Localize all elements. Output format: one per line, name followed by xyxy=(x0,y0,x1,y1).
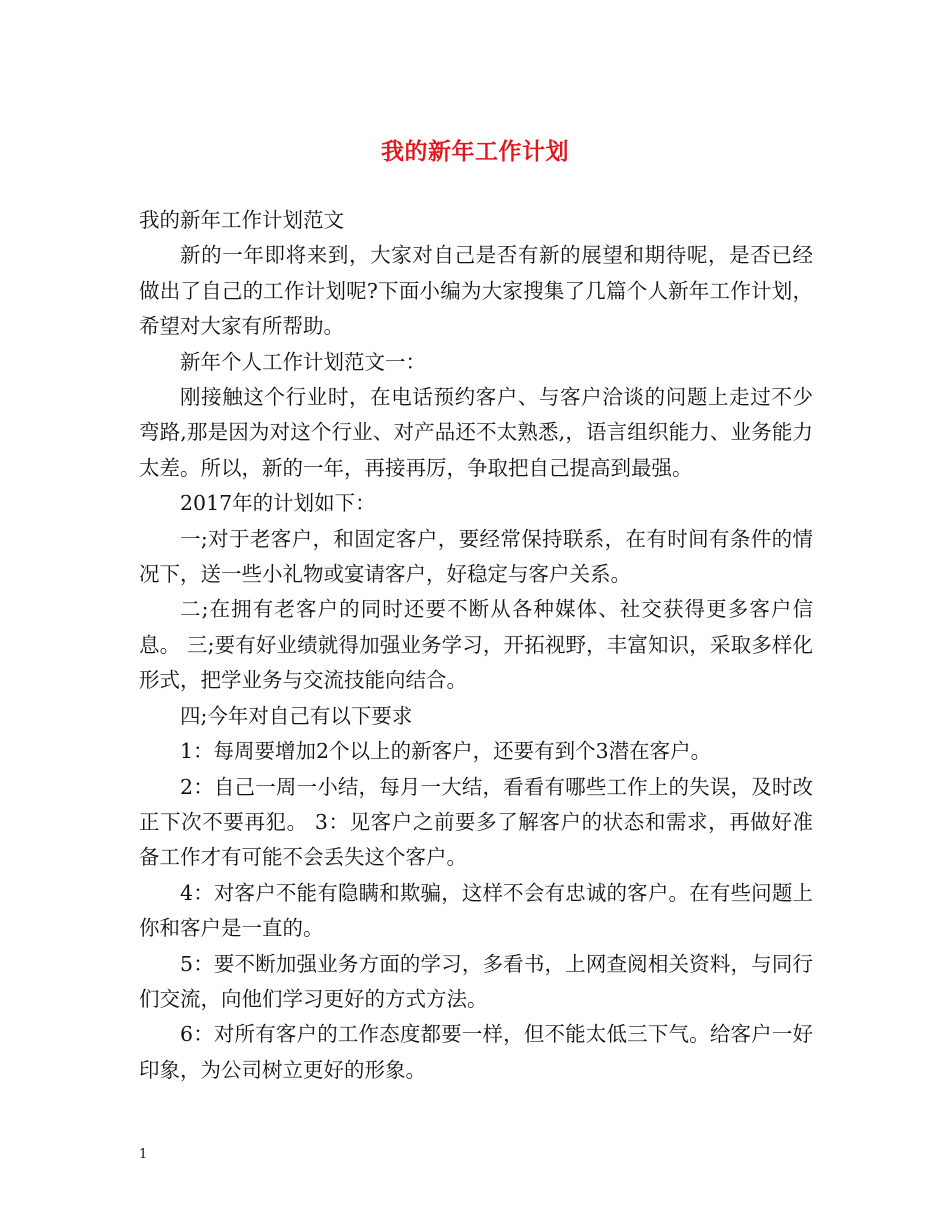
paragraph-subtitle: 我的新年工作计划范文 xyxy=(139,208,344,232)
paragraph-plan-heading: 2017年的计划如下： xyxy=(180,491,376,516)
document-title: 我的新年工作计划 xyxy=(381,138,569,165)
paragraph-requirement-5: 5：要不断加强业务方面的学习，多看书，上网查阅相关资料，与同行们交流，向他们学习更好的方式方法。 xyxy=(139,951,813,1011)
document-body xyxy=(139,203,813,1088)
paragraph-item-four: 四;今年对自己有以下要求 xyxy=(180,703,413,728)
paragraph-experience: 刚接触这个行业时，在电话预约客户、与客户洽谈的问题上走过不少弯路,那是因为对这个行业、对产品还不太熟悉,，语言组织能力、业务能力太差。所以，新的一年，再接再厉，争取把自己提高到最强。 xyxy=(139,385,813,480)
paragraph-item-one: 一;对于老客户，和固定客户，要经常保持联系，在有时间有条件的情况下，送一些小礼物或宴请客户，好稳定与客户关系。 xyxy=(139,526,813,587)
paragraph-heading-sample-one: 新年个人工作计划范文一： xyxy=(180,349,426,374)
paragraph-requirement-4: 4：对客户不能有隐瞒和欺骗，这样不会有忠诚的客户。在有些问题上你和客户是一直的。 xyxy=(139,880,813,941)
paragraph-item-two-three: 二;在拥有老客户的同时还要不断从各种媒体、社交获得更多客户信息。 三;要有好业绩就得加强业务学习，开拓视野，丰富知识，采取多样化形式，把学业务与交流技能向结合。 xyxy=(139,597,813,693)
paragraph-requirement-2-3: 2：自己一周一小结，每月一大结，看看有哪些工作上的失误，及时改正下次不要再犯。 3：见客户之前要多了解客户的状态和需求，再做好准备工作才有可能不会丢失这个客户。 xyxy=(139,774,813,870)
paragraph-requirement-6: 6：对所有客户的工作态度都要一样，但不能太低三下气。给客户一好印象，为公司树立更好的形象。 xyxy=(139,1022,813,1082)
paragraph-intro: 新的一年即将来到，大家对自己是否有新的展望和期待呢，是否已经做出了自己的工作计划呢?下面小编为大家搜集了几篇个人新年工作计划，希望对大家有所帮助。 xyxy=(139,243,813,339)
paragraph-requirement-1: 1：每周要增加2个以上的新客户，还要有到个3潜在客户。 xyxy=(180,739,712,764)
page-number: 1 xyxy=(139,1147,148,1162)
